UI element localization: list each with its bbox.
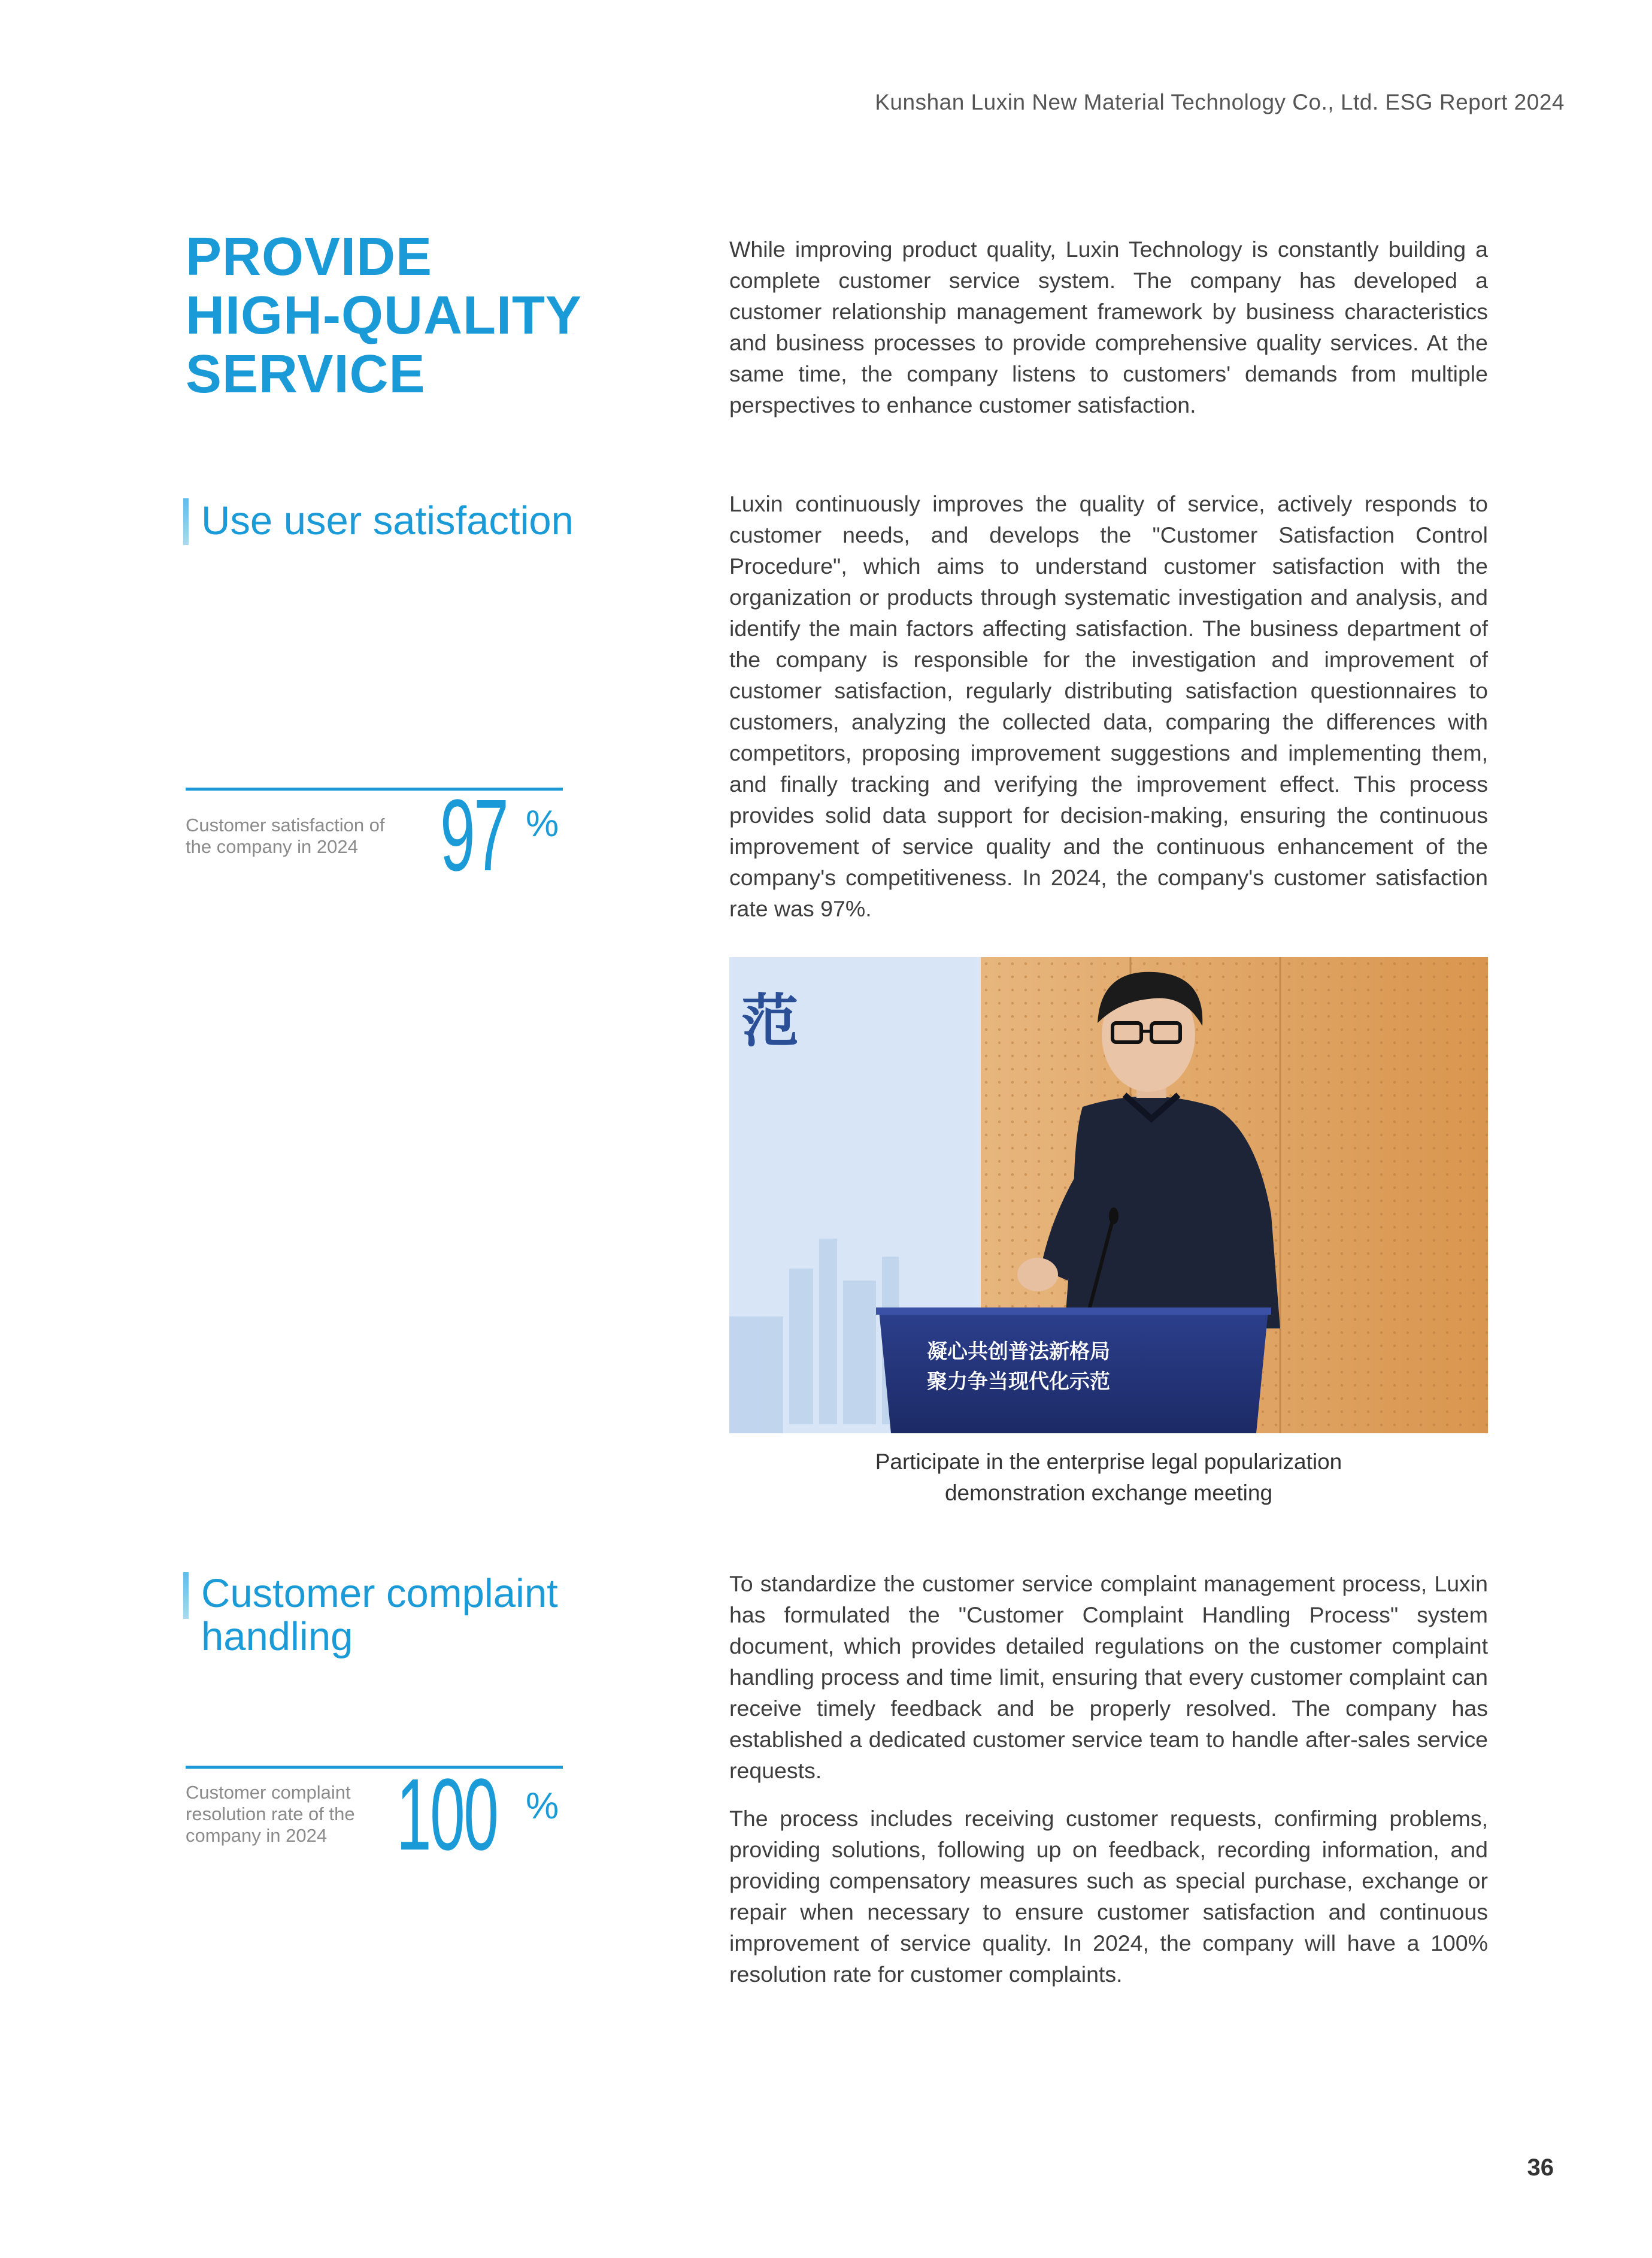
section-title-line-1: PROVIDE [186, 227, 433, 287]
satisfaction-stat-value: 97 [440, 779, 508, 892]
intro-paragraph: While improving product quality, Luxin Technology is constantly building a complete customer service system. The company has developed a customer relationship management framework by business characteristics and business processes to provide comprehensive quality services. At the same time, the company listens to customers' demands from multiple perspectives to enhance customer satisfaction. [729, 237, 1488, 417]
podium-slogan-line-2: 聚力争当现代化示范 [927, 1370, 1110, 1394]
complaint-stat-label-line-2: resolution rate of the [186, 1803, 355, 1824]
page-number: 36 [1527, 2154, 1554, 2181]
satisfaction-paragraph: Luxin continuously improves the quality of service, actively responds to customer needs, and develops the "Customer Satisfaction Control Procedure", which aims to understand customer satisfaction with the organization or products through systematic investigation and analysis, and identify the main factors affecting satisfaction. The business department of the company is responsible for the investigation and improvement of customer satisfaction, regularly distributing satisfaction questionnaires to customers, analyzing the collected data, comparing the differences with competitors, proposing improvement suggestions and implementing them, and finally tracking and verifying the improvement effect. This process provides solid data support for decision-making, ensuring the continuous improvement of service quality and the continuous enhancement of the company's competitiveness. In 2024, the company's customer satisfaction rate was 97%. [729, 491, 1488, 921]
satisfaction-stat-unit: % [526, 803, 559, 845]
event-photo [729, 957, 1488, 1433]
satisfaction-heading: Use user satisfaction [201, 498, 574, 543]
complaint-stat-label-line-1: Customer complaint [186, 1782, 351, 1803]
photo-caption [729, 1446, 1488, 1509]
complaint-stat-label [186, 1782, 389, 1847]
complaint-stat-label-line-3: company in 2024 [186, 1825, 328, 1846]
complaint-heading-line-2: handling [201, 1614, 353, 1659]
heading-accent-bar [183, 1572, 195, 1620]
caption-line-2: demonstration exchange meeting [944, 1481, 1273, 1505]
complaint-paragraph-1: To standardize the customer service complaint management process, Luxin has formulated the "Customer Complaint Handling Process" system document, which provides detailed regulations on the customer complaint handling process and time limit, ensuring that every customer complaint can receive timely feedback and be properly resolved. The company has established a dedicated customer service team to handle after-sales service requests. [729, 1571, 1488, 1783]
section-title-line-3: SERVICE [186, 344, 426, 404]
section-title-line-2: HIGH-QUALITY [186, 286, 582, 346]
section-title [186, 228, 593, 404]
report-header: Kunshan Luxin New Material Technology Co., Ltd. ESG Report 2024 [875, 90, 1565, 114]
caption-line-1: Participate in the enterprise legal popularization [875, 1449, 1342, 1474]
banner-glyph: 范 [741, 988, 799, 1055]
complaint-stat-value: 100 [396, 1758, 498, 1872]
complaint-heading-line-1: Customer complaint [201, 1571, 558, 1616]
complaint-stat-unit: % [526, 1785, 559, 1827]
stat-divider [186, 1766, 563, 1769]
podium-slogan-line-1: 凝心共创普法新格局 [927, 1340, 1110, 1364]
complaint-heading [201, 1572, 632, 1658]
satisfaction-stat-label: Customer satisfaction of the company in 2024 [186, 815, 385, 857]
complaint-paragraph-2: The process includes receiving customer requests, confirming problems, providing solutions, following up on feedback, recording information, and providing compensatory measures such as special purchase, exchange or repair when necessary to ensure customer satisfaction and continuous improvement of service quality. In 2024, the company will have a 100% resolution rate for customer complaints. [729, 1806, 1488, 1987]
heading-accent-bar [183, 498, 195, 546]
